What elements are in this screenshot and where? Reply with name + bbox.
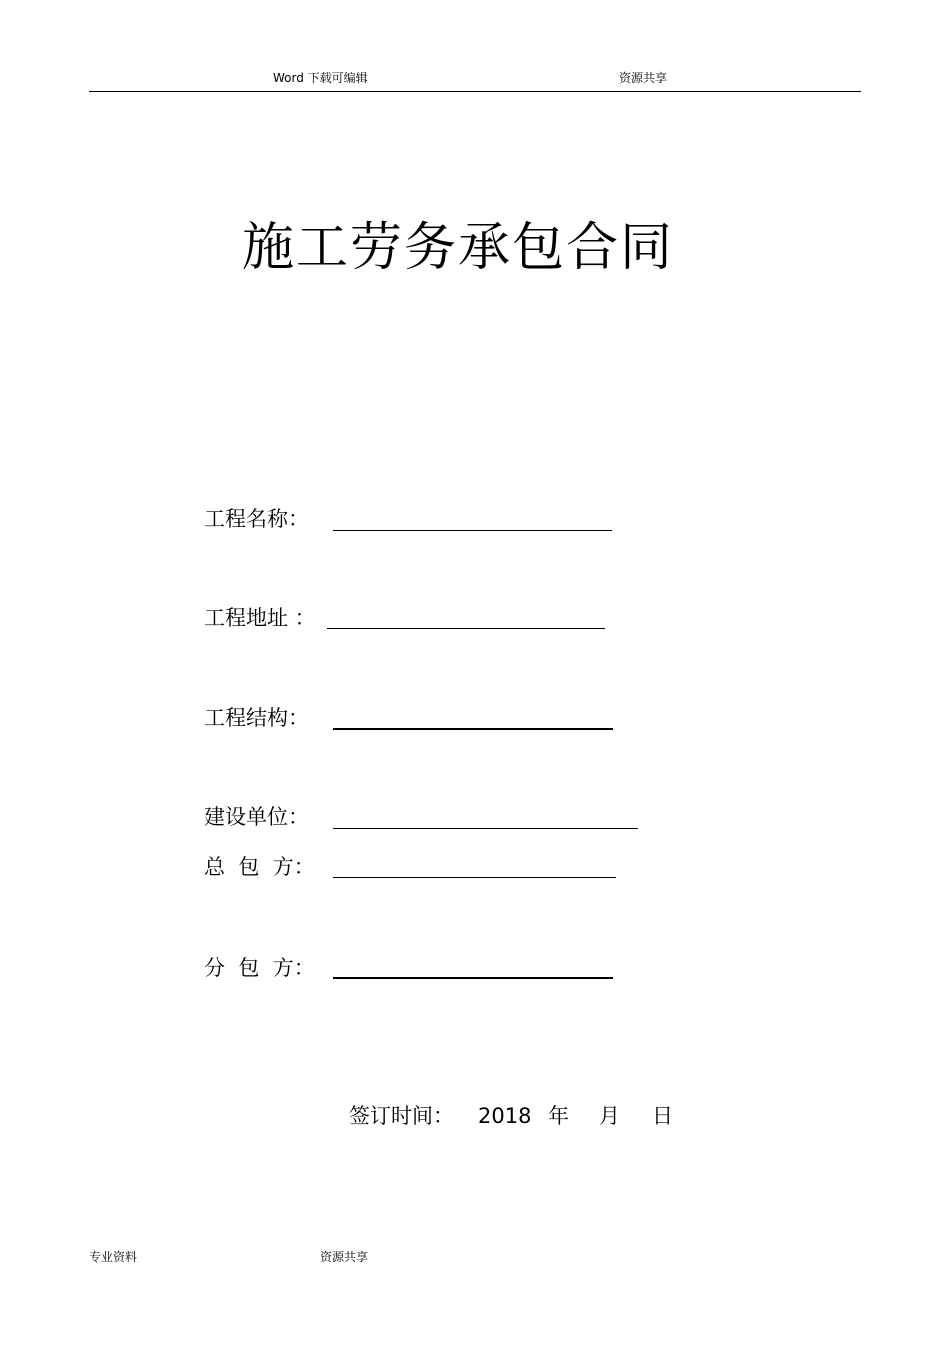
signing-day-unit: 日	[652, 1104, 673, 1128]
header-right-text: 资源共享	[619, 71, 668, 85]
field-label-subcontractor: 分 包 方：	[204, 956, 315, 980]
field-blank-project-structure[interactable]	[333, 728, 613, 730]
header-left-text: Word 下载可编辑	[273, 71, 368, 85]
field-blank-subcontractor[interactable]	[333, 977, 613, 979]
header-divider	[89, 91, 861, 92]
field-blank-project-name[interactable]	[333, 530, 612, 531]
field-blank-project-address[interactable]	[327, 628, 605, 629]
field-label-project-address: 工程地址 ：	[204, 606, 316, 630]
footer-center-text: 资源共享	[320, 1250, 369, 1264]
field-label-construction-unit: 建设单位：	[204, 805, 309, 829]
document-title: 施工劳务承包合同	[241, 218, 674, 278]
signing-year: 2018	[478, 1104, 532, 1128]
signing-year-unit: 年	[548, 1104, 569, 1128]
signing-month-unit: 月	[599, 1104, 620, 1128]
field-blank-general-contractor[interactable]	[333, 877, 616, 878]
field-label-general-contractor: 总 包 方：	[204, 855, 315, 879]
footer-left-text: 专业资料	[89, 1250, 138, 1264]
field-blank-construction-unit[interactable]	[333, 828, 638, 829]
field-label-project-structure: 工程结构：	[204, 706, 309, 730]
signing-date-label: 签订时间：	[349, 1104, 454, 1128]
field-label-project-name: 工程名称：	[204, 507, 309, 531]
